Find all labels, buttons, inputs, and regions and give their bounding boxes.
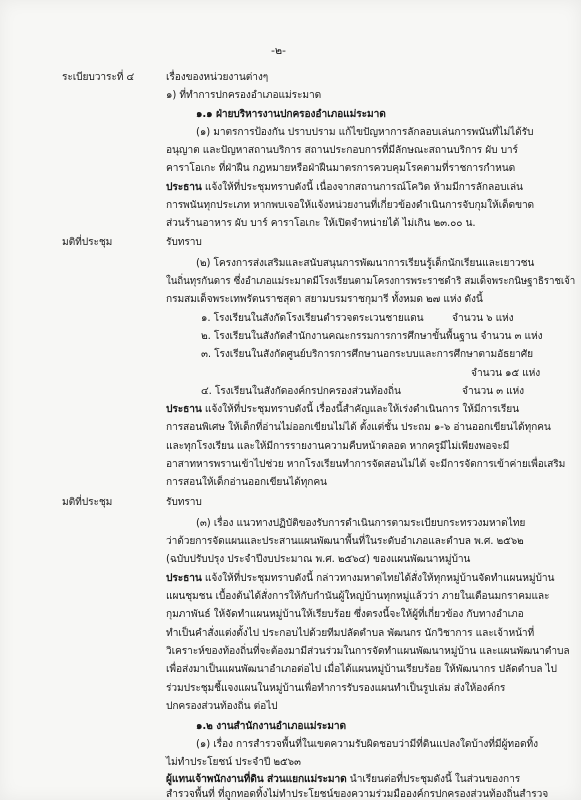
- p4-line-3: [166, 773, 520, 786]
- p2-item-2: ๒. โรงเรียนในสังกัดสำนักงานคณะกรรมการการศึกษาขั้นพื้นฐาน จำนวน ๓ แห่ง: [201, 331, 543, 342]
- p2-chair-line-1-text: แจ้งให้ที่ประชุมทราบดังนี้ เรื่องนี้สำคัญและให้เร่งดำเนินการ ให้มีการเรียน: [201, 404, 520, 415]
- p2-item-1: ๑. โรงเรียนในสังกัดโรงเรียนตำรวจตระเวนชายแดน: [201, 313, 424, 324]
- p1-line-1: (๑) มาตรการป้องกัน ปราบปราม แก้ไขปัญหาการลักลอบเล่นการพนันที่ไม่ได้รับ: [196, 127, 534, 138]
- agenda-label: ระเบียบวาระที่ ๔: [62, 72, 135, 83]
- p1-line-5: การพนันทุกประเภท หากพบเจอให้แจ้งหน่วยงานที่เกี่ยวข้องดำเนินการจับกุมให้เด็ดขาด: [166, 200, 535, 211]
- resolution-1: รับทราบ: [166, 237, 202, 248]
- resolution-label-2: มติที่ประชุม: [62, 497, 113, 508]
- p2-item-1-count: จำนวน ๖ แห่ง: [452, 313, 514, 324]
- p2-chair-line-2: การสอนพิเศษ ให้เด็กที่อ่านไม่ออกเขียนไม่ได้ ตั้งแต่ชั้น ประถม ๑-๖ อ่านออกเขียนได้ทุกคน: [166, 422, 551, 433]
- p1-line-4-text: แจ้งให้ที่ประชุมทราบดังนี้ เนื่องจากสถานการณ์โควิด ห้ามมีการลักลอบเล่น: [201, 182, 523, 193]
- p1-line-3: คาราโอเกะ ที่ฝ่าฝืน กฎหมายหรือฝ่าฝืนมาตรการควบคุมโรคตามที่ราชการกำหนด: [166, 163, 516, 174]
- p3-line-10: ร่วมประชุมชี้แจงแผนในหมู่บ้านเพื่อทำการรับรองแผนทำเป็นรูปเล่ม ส่งให้องค์กร: [166, 683, 506, 694]
- p3-line-1: (๓) เรื่อง แนวทางปฏิบัติของรับการดำเนินการตามระเบียบกระทรวงมหาดไทย: [196, 518, 526, 529]
- p2-chair-line-4: อาสาทหารพรานเข้าไปช่วย หากโรงเรียนทำการจัดสอนไม่ได้ จะมีการจัดการเข้าค่ายเพื่อเสริม: [166, 459, 566, 470]
- resolution-2: รับทราบ: [166, 497, 202, 508]
- resolution-label-1: มติที่ประชุม: [62, 237, 113, 248]
- agenda-title: เรื่องของหน่วยงานต่างๆ: [166, 72, 269, 83]
- section-1-heading: ๑) ที่ทำการปกครองอำเภอแม่ระมาด: [166, 90, 322, 101]
- chairman-label: ประธาน: [166, 182, 202, 193]
- section-1-2-heading: ๑.๒ งานสำนักงานอำเภอแม่ระมาด: [196, 721, 347, 732]
- p1-line-4: [166, 181, 523, 194]
- p2-line-2: ในถิ่นทุรกันดาร ซึ่งอำเภอแม่ระมาดมีโรงเรียนตามโครงการพระราชดำริ สมเด็จพระกนิษฐาธิราชเจ้า: [166, 276, 576, 287]
- p3-line-11: ปกครองส่วนท้องถิ่น ต่อไป: [166, 701, 278, 712]
- p2-line-1: (๒) โครงการส่งเสริมและสนับสนุนการพัฒนาการเรียนรู้เด็กนักเรียนและเยาวชน: [196, 258, 535, 269]
- p3-line-4-text: แจ้งให้ที่ประชุมทราบดังนี้ กล่าวทางมหาดไทยได้สั่งให้ทุกหมู่บ้านจัดทำแผนหมู่บ้าน: [201, 573, 555, 584]
- p3-line-4: [166, 572, 554, 585]
- p3-line-9: เพื่อส่งมาเป็นแผนพัฒนาอำเภอต่อไป เมื่อได้แผนหมู่บ้านเรียบร้อย ให้พัฒนากร ปลัดตำบล ไป: [166, 664, 557, 675]
- page-number: -๒-: [271, 44, 286, 57]
- chairman-label: ประธาน: [166, 573, 202, 584]
- p1-line-6: ส่วนร้านอาหาร ผับ บาร์ คาราโอเกะ ให้เปิดจำหน่ายได้ ไม่เกิน ๒๓.๐๐ น.: [166, 218, 476, 229]
- p2-chair-line-1: [166, 403, 519, 416]
- p4-line-2: ไม่ทำประโยชน์ ประจำปี ๒๕๖๓: [166, 757, 301, 768]
- p4-line-4: สำรวจพื้นที่ ที่ถูกทอดทิ้งไม่ทำประโยชน์ของความร่วมมือองค์กรปกครองส่วนท้องถิ่นสำรวจ: [166, 789, 549, 800]
- p2-chair-line-3: และทุกโรงเรียน และให้มีการรายงานความคืบหน้าตลอด หากครูมีไม่เพียงพอจะมี: [166, 441, 510, 452]
- p2-line-3: กรมสมเด็จพระเทพรัตนราชสุดา สยามบรมราชกุมารี ทั้งหมด ๒๗ แห่ง ดังนี้: [166, 294, 483, 305]
- p4-line-3-text: นำเรียนต่อที่ประชุมดังนี้ ในส่วนของการ: [346, 774, 521, 785]
- p3-line-3: (ฉบับปรับปรุง ประจำปีงบประมาณ พ.ศ. ๒๕๖๔) ของแผนพัฒนาหมู่บ้าน: [166, 554, 471, 565]
- p3-line-5: แผนชุมชน เบื้องต้นได้สั่งการให้กับกำนันผู้ใหญ่บ้านทุกหมู่แล้วว่า ภายในเดือนมกราคมและ: [166, 591, 550, 602]
- p3-line-6: กุมภาพันธ์ ให้จัดทำแผนหมู่บ้านให้เรียบร้อย ซึ่งตรงนี้จะให้ผู้ที่เกี่ยวข้อง กับทางอำเภอ: [166, 609, 524, 620]
- p3-line-2: ว่าด้วยการจัดแผนและประสานแผนพัฒนาพื้นที่ในระดับอำเภอและตำบล พ.ศ. ๒๕๖๒: [166, 536, 524, 547]
- p4-line-1: (๑) เรื่อง การสำรวจพื้นที่ในเขตความรับผิดชอบว่ามีที่ดินแปลงใดบ้างที่มีผู้ทอดทิ้ง: [196, 739, 538, 750]
- p2-item-4: ๔. โรงเรียนในสังกัดองค์กรปกครองส่วนท้องถิ่น: [201, 386, 401, 397]
- section-1-1-heading: ๑.๑ ฝ่ายบริหารงานปกครองอำเภอแม่ระมาด: [196, 109, 386, 120]
- p3-line-8: วิเคราะห์ของท้องถิ่นที่จะต้องมามีส่วนร่วมในการจัดทำแผนพัฒนาหมู่บ้าน และแผนพัฒนาตำบล: [166, 646, 570, 657]
- chairman-label: ประธาน: [166, 404, 202, 415]
- p2-item-3-count: จำนวน ๑๕ แห่ง: [471, 368, 541, 379]
- p1-line-2: อนุญาต และปัญหาสถานบริการ สถานประกอบการที่มีลักษณะสถานบริการ ผับ บาร์: [166, 145, 518, 156]
- p3-line-7: ทำเป็นคำสั่งแต่งตั้งไป ประกอบไปด้วยทีมปลัดตำบล พัฒนกร นักวิชาการ และเจ้าหน้าที่: [166, 628, 535, 639]
- p2-chair-line-5: การสอนให้เด็กอ่านออกเขียนได้ทุกคน: [166, 477, 327, 488]
- p2-item-4-count: จำนวน ๓ แห่ง: [462, 386, 525, 397]
- p2-item-3: ๓. โรงเรียนในสังกัดศูนย์บริการการศึกษานอกระบบและการศึกษาตามอัธยาศัย: [201, 349, 533, 360]
- land-officer-label: ผู้แทนเจ้าพนักงานที่ดิน ส่วนแยกแม่ระมาด: [166, 774, 347, 785]
